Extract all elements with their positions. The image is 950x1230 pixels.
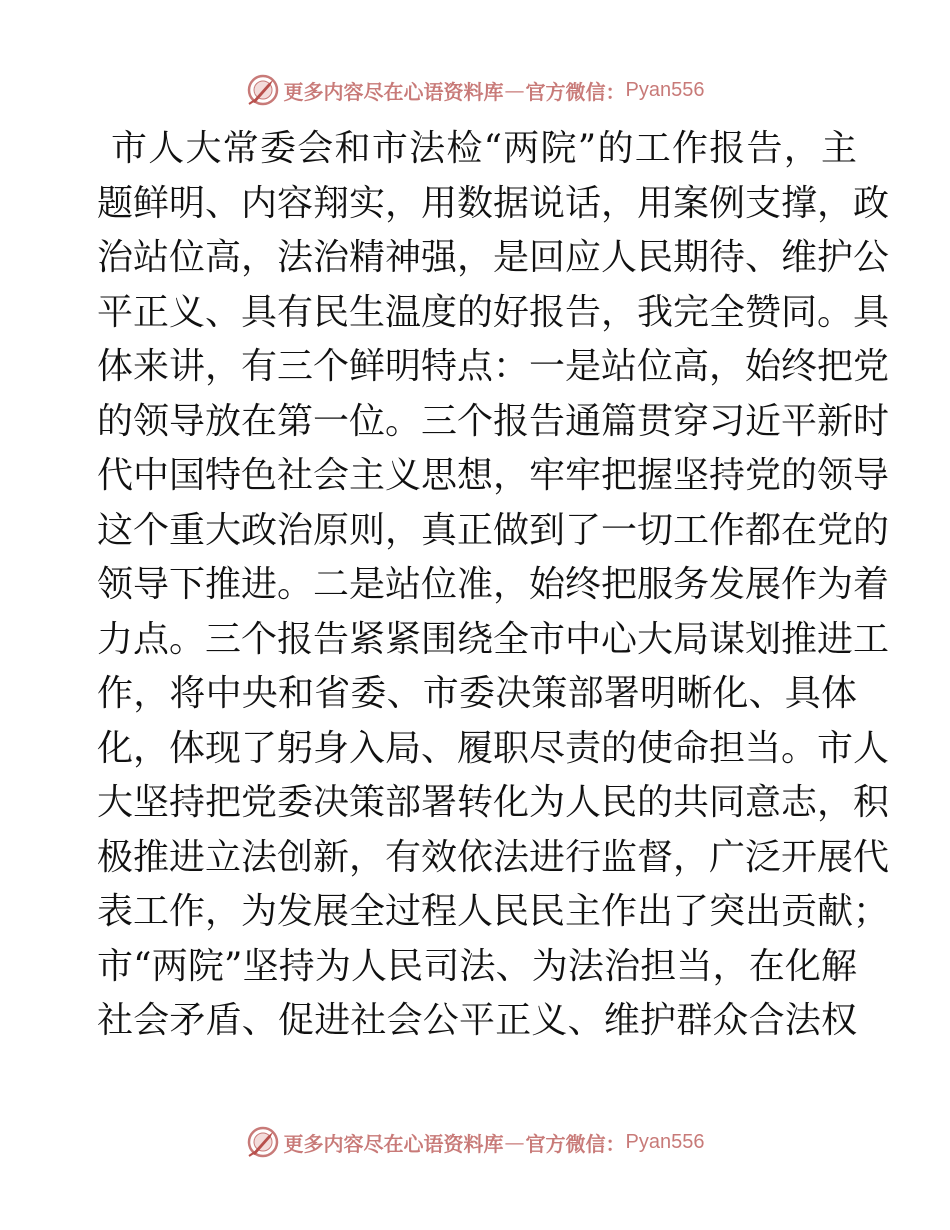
document-body <box>97 122 890 1049</box>
text-line: 的领导放在第一位。三个报告通篇贯穿习近平新时 <box>97 400 890 442</box>
text-line: 题鲜明、内容翔实，用数据说话，用案例支撑，政 <box>97 182 890 224</box>
watermark-account-label: 官方微信： <box>525 1131 626 1156</box>
text-line: 市人大常委会和市法检“两院”的工作报告，主 <box>111 128 857 169</box>
header-watermark <box>0 70 950 110</box>
text-line: 治站位高，法治精神强，是回应人民期待、维护公 <box>97 237 890 278</box>
text-line: 社会矛盾、促进社会公平正义、维护群众合法权 <box>97 1000 857 1041</box>
text-line: 平正义、具有民生温度的好报告，我完全赞同。具 <box>97 291 890 333</box>
watermark-dash: — <box>504 78 525 102</box>
text-line: 体来讲，有三个鲜明特点：一是站位高，始终把党 <box>97 346 890 387</box>
text-line: 作，将中央和省委、市委决策部署明晰化、具体 <box>97 673 857 714</box>
text-line: 力点。三个报告紧紧围绕全市中心大局谋划推进工 <box>97 618 890 660</box>
quill-seal-icon <box>246 73 280 107</box>
text-line: 这个重大政治原则，真正做到了一切工作都在党的 <box>97 509 890 551</box>
watermark-account-label: 官方微信： <box>525 79 626 104</box>
text-line: 表工作，为发展全过程人民民主作出了突出贡献； <box>97 891 890 932</box>
watermark-account: Pyan556 <box>625 1130 705 1153</box>
text-line: 市“两院”坚持为人民司法、为法治担当，在化解 <box>97 945 857 987</box>
text-line: 领导下推进。二是站位准，始终把服务发展作为着 <box>97 564 890 605</box>
watermark-account: Pyan556 <box>625 78 705 101</box>
quill-seal-icon <box>246 1125 280 1159</box>
text-line: 大坚持把党委决策部署转化为人民的共同意志，积 <box>97 782 890 823</box>
watermark-text: 更多内容尽在心语资料库 <box>283 1131 504 1156</box>
watermark-text: 更多内容尽在心语资料库 <box>283 79 504 104</box>
text-line: 代中国特色社会主义思想，牢牢把握坚持党的领导 <box>97 455 890 496</box>
footer-watermark <box>0 1122 950 1162</box>
watermark-dash: — <box>504 1130 525 1154</box>
text-line: 极推进立法创新，有效依法进行监督，广泛开展代 <box>97 836 890 878</box>
text-line: 化，体现了躬身入局、履职尽责的使命担当。市人 <box>97 727 890 769</box>
